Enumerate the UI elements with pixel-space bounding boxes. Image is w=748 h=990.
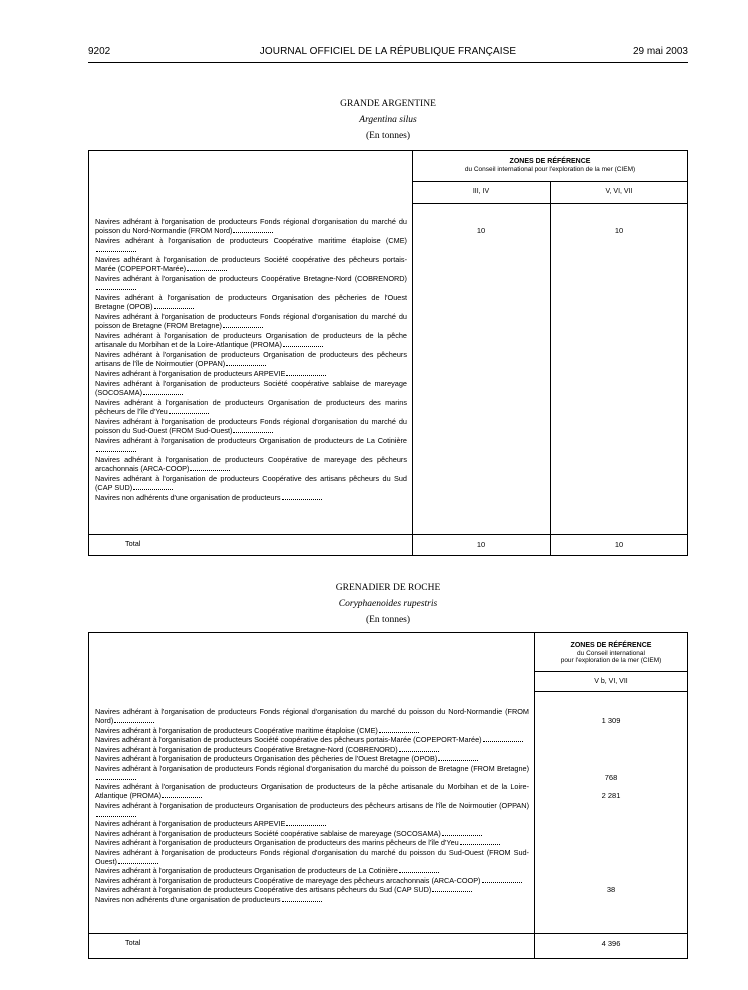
table-row-label: Navires adhérant à l'organisation de producteurs Organisation de producteurs des pêcheurs artisans de l'île de Noirmoutier (OPPAN) (95, 350, 407, 369)
zone-subtitle: du Conseil international pour l'exploration de la mer (CIEM) (464, 165, 636, 173)
journal-title: JOURNAL OFFICIEL DE LA RÉPUBLIQUE FRANÇAISE (259, 46, 517, 57)
total-value-2: 10 (614, 540, 624, 549)
table-cell-value: 38 (606, 885, 616, 895)
table-row-label: Navires adhérant à l'organisation de producteurs Fonds régional d'organisation du marché du poisson du Sud-Ouest (FROM Sud-Ouest) (95, 847, 529, 867)
publication-date: 29 mai 2003 (632, 46, 688, 57)
section1-species: Argentina silus (359, 115, 417, 125)
zone-header (412, 158, 688, 173)
table-row-label: Navires adhérant à l'organisation de producteurs Organisation des pêcheries de l'Ouest Bretagne (OPOB) (95, 293, 407, 312)
section2-title: GRENADIER DE ROCHE (335, 583, 441, 593)
table-cell-value: 10 (476, 226, 486, 236)
table-row-label: Navires adhérant à l'organisation de producteurs Organisation de producteurs des marins pêcheurs de l'île d'Yeu (95, 838, 529, 847)
column-header-1: III, IV (472, 188, 490, 195)
table-row-label: Navires adhérant à l'organisation de producteurs Société coopérative sablaise de mareyage (SOCOSAMA) (95, 829, 529, 838)
zone-header-2 (534, 642, 688, 665)
table-cell-value: 2 281 (601, 791, 621, 801)
zone-subtitle-2b: pour l'exploration de la mer (CIEM) (560, 657, 662, 664)
page-header (88, 46, 688, 63)
table-row-label: Navires adhérant à l'organisation de producteurs Coopérative des artisans pêcheurs du Sud (CAP SUD) (95, 885, 529, 894)
table-row-label: Navires adhérant à l'organisation de producteurs Organisation de producteurs des marins pêcheurs de l'île d'Yeu (95, 397, 407, 416)
table-cell-value: 768 (604, 772, 618, 782)
table-row-label: Navires adhérant à l'organisation de producteurs Coopérative maritime étaploise (CME) (95, 726, 529, 735)
table-row-label: Navires adhérant à l'organisation de producteurs Organisation de producteurs de La Cotinière (95, 436, 407, 454)
table-row-label: Navires adhérant à l'organisation de producteurs Fonds régional d'organisation du marché du poisson de Bretagne (FROM Bretagne) (95, 764, 529, 782)
total-value-1: 10 (476, 540, 486, 549)
table-grande-argentine (88, 150, 688, 556)
table-row-label: Navires adhérant à l'organisation de producteurs Organisation de producteurs des pêcheurs artisans de l'île de Noirmoutier (OPPAN) (95, 801, 529, 819)
zone-title-2: ZONES DE RÉFÉRENCE (570, 642, 652, 649)
table-row-label: Navires adhérant à l'organisation de producteurs Société coopérative des pêcheurs portais-Marée (COPEPORT-Marée) (95, 735, 529, 744)
table-row-label: Navires adhérant à l'organisation de producteurs Coopérative des artisans pêcheurs du Sud (CAP SUD) (95, 473, 407, 492)
table-grenadier-de-roche (88, 632, 688, 959)
table-row-label: Navires adhérant à l'organisation de producteurs Organisation de producteurs de la pêche artisanale du Morbihan et de la Loire-Atlantique (PROMA) (95, 331, 407, 350)
zone-subtitle-2a: du Conseil international (577, 649, 645, 657)
table-row-label: Navires adhérant à l'organisation de producteurs Organisation de producteurs de La Cotinière (95, 866, 529, 875)
table-row-label: Navires non adhérents d'une organisation de producteurs (95, 895, 529, 904)
table-cell-value: 1 309 (601, 715, 621, 725)
section1-title: GRANDE ARGENTINE (340, 99, 436, 109)
zone-title: ZONES DE RÉFÉRENCE (509, 158, 591, 165)
table-row-label: Navires adhérant à l'organisation de producteurs Fonds régional d'organisation du marché du poisson de Bretagne (FROM Bretagne) (95, 312, 407, 331)
table-row-label: Navires adhérant à l'organisation de producteurs Coopérative de mareyage des pêcheurs arcachonnais (ARCA-COOP) (95, 876, 529, 885)
table-row-label: Navires adhérant à l'organisation de producteurs Coopérative maritime étaploise (CME) (95, 236, 407, 254)
column-header-2: V, VI, VII (605, 188, 633, 195)
total-label-2: Total (125, 938, 141, 947)
table-row-label: Navires adhérant à l'organisation de producteurs Coopérative Bretagne-Nord (COBRENORD) (95, 274, 407, 292)
total-label: Total (125, 539, 141, 548)
section2-species: Coryphaenoides rupestris (338, 599, 438, 609)
table-row-label: Navires adhérant à l'organisation de producteurs Organisation des pêcheries de l'Ouest Bretagne (OPOB) (95, 754, 529, 763)
table-row-label: Navires adhérant à l'organisation de producteurs Coopérative de mareyage des pêcheurs arcachonnais (ARCA-COOP) (95, 454, 407, 473)
table-row-label: Navires adhérant à l'organisation de producteurs Fonds régional d'organisation du marché du poisson du Sud-Ouest (FROM Sud-Ouest) (95, 416, 407, 435)
section1-unit: (En tonnes) (365, 131, 411, 141)
table-row-label: Navires non adhérents d'une organisation de producteurs (95, 493, 407, 502)
table-row-label: Navires adhérant à l'organisation de producteurs Société coopérative des pêcheurs portais-Marée (COPEPORT-Marée) (95, 255, 407, 274)
section2-unit: (En tonnes) (365, 615, 411, 625)
table-row-label: Navires adhérant à l'organisation de producteurs Organisation de producteurs de la pêche artisanale du Morbihan et de la Loire-Atlantique (PROMA) (95, 782, 529, 801)
table-cell-value: 10 (614, 226, 624, 236)
column-header-vb: V b, VI, VII (594, 678, 628, 685)
total-value-vb: 4 396 (601, 939, 621, 948)
page-number: 9202 (88, 46, 111, 57)
table-row-label: Navires adhérant à l'organisation de producteurs Fonds régional d'organisation du marché du poisson du Nord-Normandie (FROM Nord) (95, 707, 529, 726)
table-row-label: Navires adhérant à l'organisation de producteurs Société coopérative sablaise de mareyage (SOCOSAMA) (95, 378, 407, 397)
table-row-label: Navires adhérant à l'organisation de producteurs ARPEVIE (95, 369, 407, 378)
table-row-label: Navires adhérant à l'organisation de producteurs Fonds régional d'organisation du marché du poisson du Nord-Normandie (FROM Nord) (95, 217, 407, 236)
table-row-label: Navires adhérant à l'organisation de producteurs Coopérative Bretagne-Nord (COBRENORD) (95, 745, 529, 754)
table-row-label: Navires adhérant à l'organisation de producteurs ARPEVIE (95, 819, 529, 828)
